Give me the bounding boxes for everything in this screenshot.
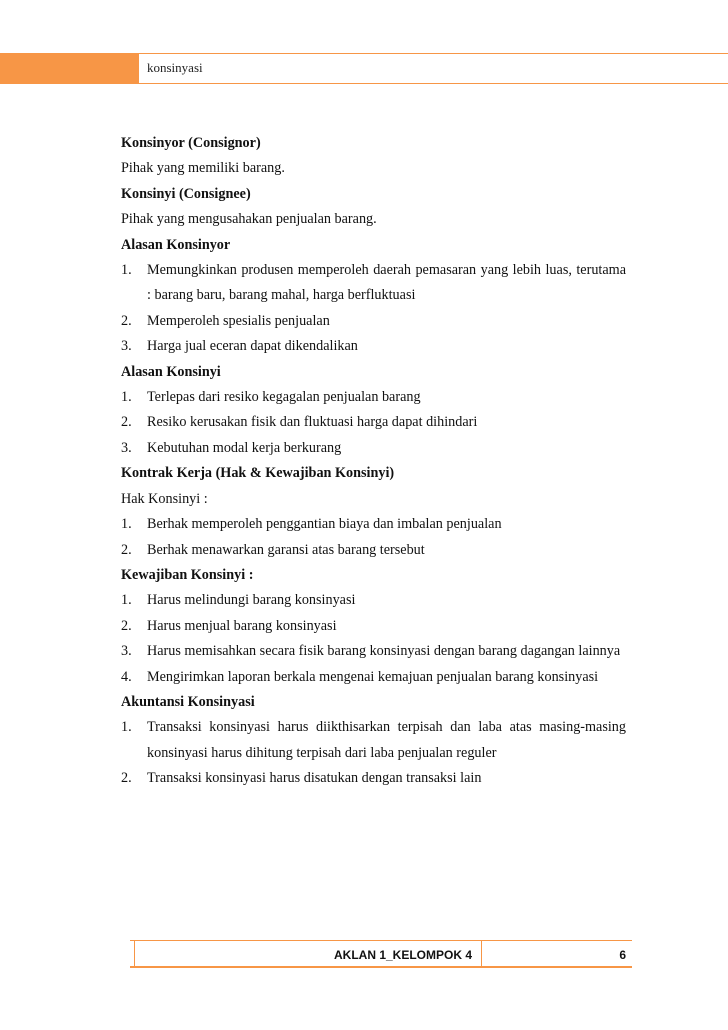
list-item: 2. Resiko kerusakan fisik dan fluktuasi harga dapat dihindari xyxy=(121,414,478,431)
header-label: konsinyasi xyxy=(147,60,203,75)
page-footer xyxy=(130,940,632,968)
list-item: 3. Harga jual eceran dapat dikendalikan xyxy=(121,338,358,355)
list-item: 2. Berhak menawarkan garansi atas barang tersebut xyxy=(121,541,425,558)
section-heading: Konsinyor (Consignor) xyxy=(121,135,261,151)
section-heading: Kontrak Kerja (Hak & Kewajiban Konsinyi) xyxy=(121,465,395,482)
footer-title: AKLAN 1_KELOMPOK 4 xyxy=(334,948,473,962)
list-item: 1. Transaksi konsinyasi harus diikthisarkan terpisah dan laba atas masing-masing konsinyasi harus dihitung terpisah dari laba penjualan reguler xyxy=(121,719,626,761)
section-subtext: Hak Konsinyi : xyxy=(121,490,208,507)
list-item: 4. Mengirimkan laporan berkala mengenai kemajuan penjualan barang konsinyasi xyxy=(121,668,599,685)
page-number: 6 xyxy=(619,948,626,962)
section-heading: Alasan Konsinyi xyxy=(121,363,221,380)
section-heading: Akuntansi Konsinyasi xyxy=(121,693,255,710)
header-rule xyxy=(138,53,728,84)
list-item: 1. Terlepas dari resiko kegagalan penjualan barang xyxy=(121,389,421,406)
numbered-list xyxy=(121,512,626,563)
list-item: 3. Kebutuhan modal kerja berkurang xyxy=(121,439,342,456)
section-text: Pihak yang memiliki barang. xyxy=(121,160,285,177)
list-item: 2. Harus menjual barang konsinyasi xyxy=(121,617,337,634)
section-heading: Konsinyi (Consignee) xyxy=(121,185,251,202)
numbered-list xyxy=(121,715,626,791)
numbered-list xyxy=(121,385,626,461)
section-heading: Alasan Konsinyor xyxy=(121,236,231,253)
section-heading: Kewajiban Konsinyi : xyxy=(121,566,254,583)
numbered-list xyxy=(121,588,626,690)
list-item: 1. Harus melindungi barang konsinyasi xyxy=(121,592,356,609)
section-text: Pihak yang mengusahakan penjualan barang. xyxy=(121,211,377,228)
list-item: 1. Berhak memperoleh penggantian biaya dan imbalan penjualan xyxy=(121,516,502,533)
header-accent-bar xyxy=(0,53,138,84)
footer-divider xyxy=(134,941,135,966)
numbered-list xyxy=(121,258,626,360)
list-item: 3. Harus memisahkan secara fisik barang konsinyasi dengan barang dagangan lainnya xyxy=(121,643,621,660)
document-body xyxy=(121,131,626,792)
footer-divider xyxy=(481,941,482,966)
list-item: 2. Transaksi konsinyasi harus disatukan dengan transaksi lain xyxy=(121,770,482,787)
list-item: 2. Memperoleh spesialis penjualan xyxy=(121,312,330,329)
list-item: 1. Memungkinkan produsen memperoleh daerah pemasaran yang lebih luas, terutama : barang baru, barang mahal, harga berfluktuasi xyxy=(121,262,626,304)
